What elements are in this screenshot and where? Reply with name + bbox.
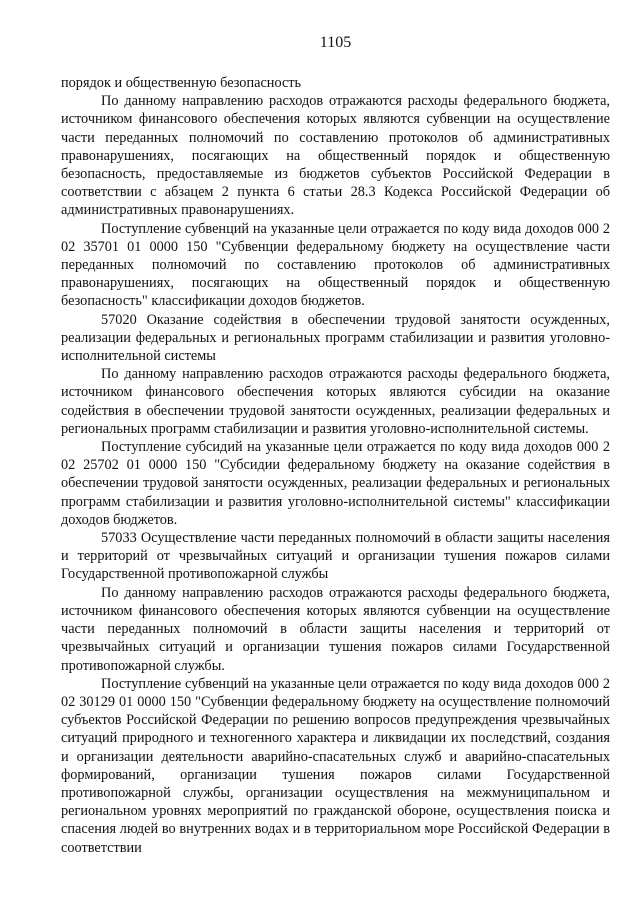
paragraph-body: Поступление субсидий на указанные цели отражается по коду вида доходов 000 2 02 25702 01 0000 150 "Субсидии федеральному бюджету на оказание содействия в обеспечении трудовой занятости осужденных, реализации федеральных и региональных программ стабилизации и развития уголовно-исполнительной системы" классификации доходов бюджетов. bbox=[61, 439, 610, 528]
paragraph-section-heading: 57033 Осуществление части переданных полномочий в области защиты населения и территорий от чрезвычайных ситуаций и организации тушения пожаров силами Государственной противопожарной службы bbox=[61, 530, 610, 583]
paragraph-body: По данному направлению расходов отражаются расходы федерального бюджета, источником финансового обеспечения которых являются субвенции на осуществление части переданных полномочий по составлению протоколов об административных правонарушениях, посягающих на общественный порядок и общественную безопасность, предоставляемые из бюджетов субъектов Российской Федерации в соответствии с абзацем 2 пункта 6 статьи 28.3 Кодекса Российской Федерации об административных правонарушениях. bbox=[61, 93, 610, 219]
paragraph-body: По данному направлению расходов отражаются расходы федерального бюджета, источником финансового обеспечения которых являются субвенции на осуществление части переданных полномочий в области защиты населения и территорий от чрезвычайных ситуаций и организации тушения пожаров силами Государственной противопожарной службы. bbox=[61, 584, 610, 674]
paragraph-body: Поступление субвенций на указанные цели отражается по коду вида доходов 000 2 02 35701 01 0000 150 "Субвенции федеральному бюджету на осуществление части переданных полномочий по составлению протоколов об административных правонарушениях, посягающих на общественный порядок и общественную безопасность" классификации доходов бюджетов. bbox=[61, 220, 610, 310]
page-number: 1105 bbox=[319, 34, 352, 51]
paragraph-section-heading: 57020 Оказание содействия в обеспечении трудовой занятости осужденных, реализации федеральных и региональных программ стабилизации и развития уголовно-исполнительной системы bbox=[61, 311, 610, 365]
paragraph-body: Поступление субвенций на указанные цели отражается по коду вида доходов 000 2 02 30129 01 0000 150 "Субвенции федеральному бюджету на осуществление полномочий субъектов Российской Федерации по решению вопросов предупреждения чрезвычайных ситуаций природного и техногенного характера и ликвидации их последствий, создания и организации деятельности аварийно-спасательных служб и аварийно-спасательных формирований, организации тушения пожаров силами Государственной противопожарной службы, организации осуществления на межмуниципальном и региональном уровнях мероприятий по гражданской обороне, осуществления поиска и спасения людей во внутренних водах и в территориальном море Российской Федерации в соответствии bbox=[61, 675, 610, 856]
paragraph-continuation: порядок и общественную безопасность bbox=[61, 75, 302, 91]
paragraph-body: По данному направлению расходов отражаются расходы федерального бюджета, источником финансового обеспечения которых являются субсидии на оказание содействия в обеспечении трудовой занятости осужденных, реализации федеральных и региональных программ стабилизации и развития уголовно-исполнительной системы. bbox=[61, 366, 610, 437]
